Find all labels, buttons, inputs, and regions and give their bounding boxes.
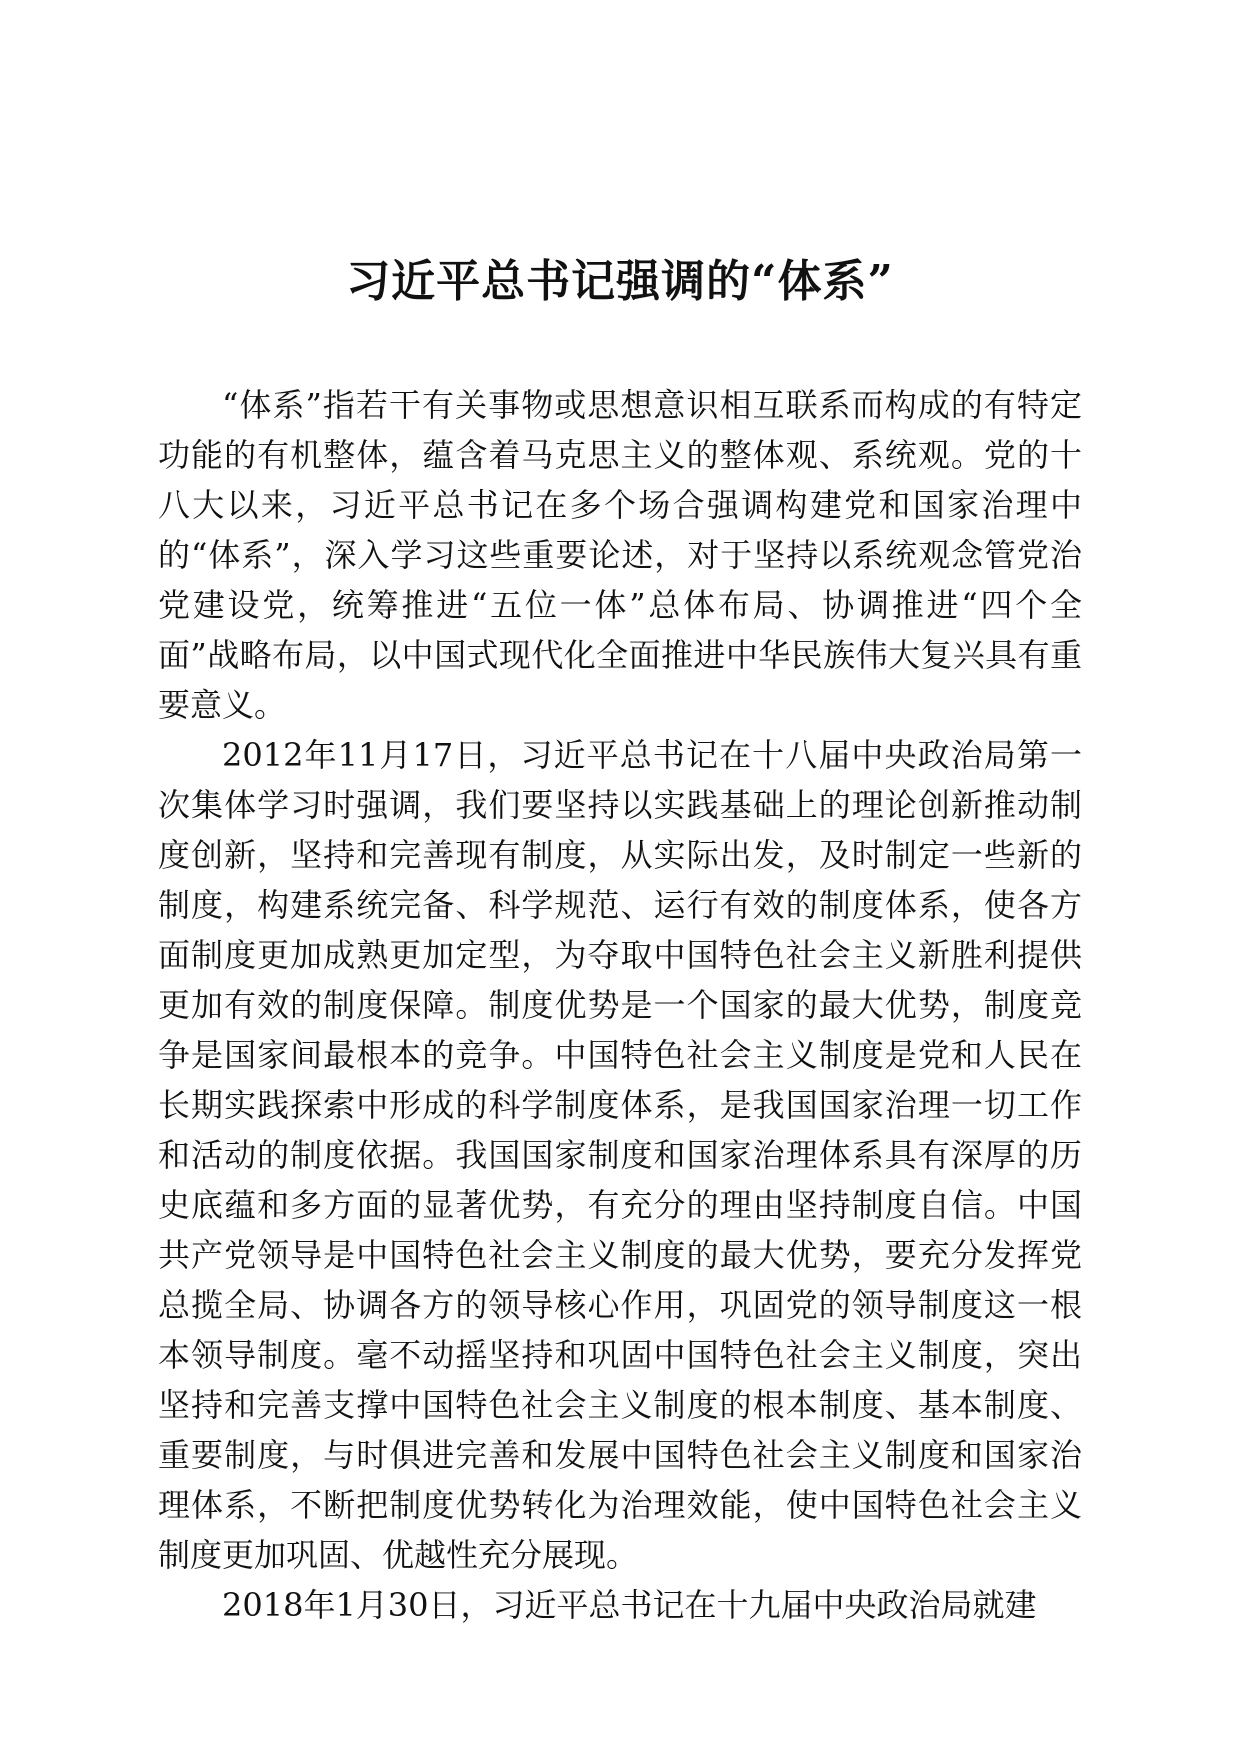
document-body [158,380,1082,1630]
paragraph-2018: 2018年1月30日，习近平总书记在十九届中央政治局就建 [222,1586,1037,1624]
paragraph-2012: 2012年11月17日，习近平总书记在十八届中央政治局第一次集体学习时强调，我们要坚持以实践基础上的理论创新推动制度创新，坚持和完善现有制度，从实际出发，及时制定一些新的制度，构建系统完备、科学规范、运行有效的制度体系，使各方面制度更加成熟更加定型，为夺取中国特色社会主义新胜利提供更加有效的制度保障。制度优势是一个国家的最大优势，制度竞争是国家间最根本的竞争。中国特色社会主义制度是党和人民在长期实践探索中形成的科学制度体系，是我国国家治理一切工作和活动的制度依据。我国国家制度和国家治理体系具有深厚的历史底蕴和多方面的显著优势，有充分的理由坚持制度自信。中国共产党领导是中国特色社会主义制度的最大优势，要充分发挥党总揽全局、协调各方的领导核心作用，巩固党的领导制度这一根本领导制度。毫不动摇坚持和巩固中国特色社会主义制度，突出坚持和完善支撑中国特色社会主义制度的根本制度、基本制度、重要制度，与时俱进完善和发展中国特色社会主义制度和国家治理体系，不断把制度优势转化为治理效能，使中国特色社会主义制度更加巩固、优越性充分展现。 [158,736,1082,1574]
paragraph-intro: “体系”指若干有关事物或思想意识相互联系而构成的有特定功能的有机整体，蕴含着马克思主义的整体观、系统观。党的十八大以来，习近平总书记在多个场合强调构建党和国家治理中的“体系”，深入学习这些重要论述，对于坚持以系统观念管党治党建设党，统筹推进“五位一体”总体布局、协调推进“四个全面”战略布局，以中国式现代化全面推进中华民族伟大复兴具有重要意义。 [158,386,1082,724]
document-title: 习近平总书记强调的“体系” [346,256,894,307]
